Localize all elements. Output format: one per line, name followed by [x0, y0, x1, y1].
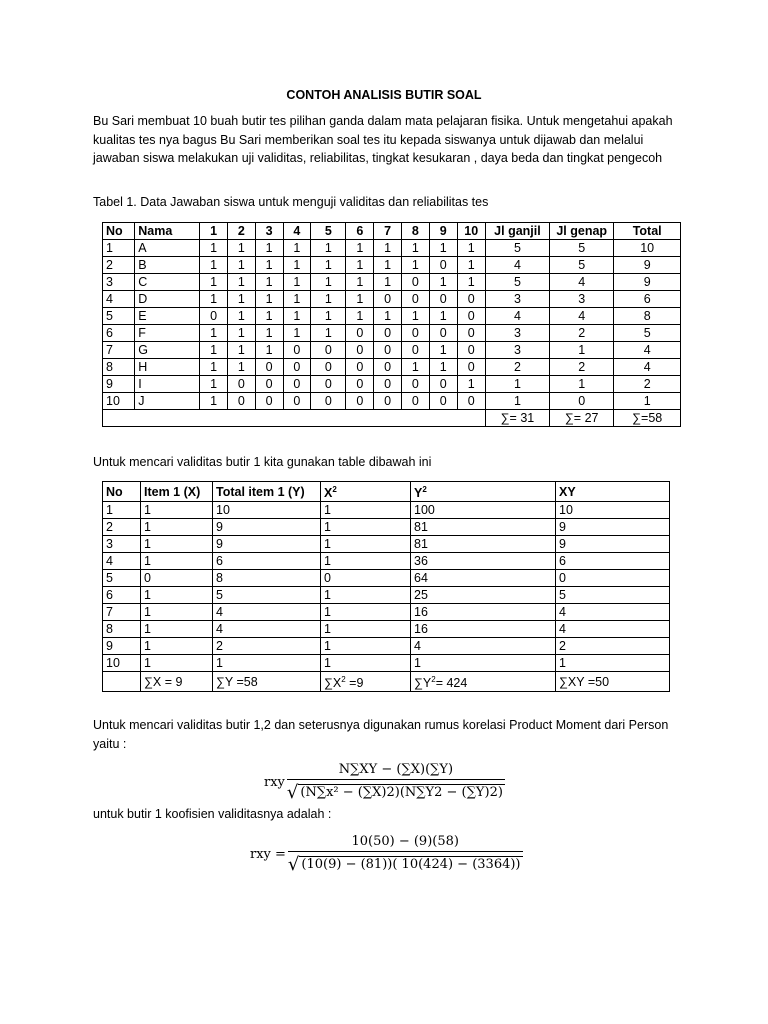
table-cell: 1 [213, 655, 321, 672]
item1-coefficient-formula [250, 834, 523, 875]
table-cell: 1 [321, 621, 411, 638]
table-cell: 4 [213, 604, 321, 621]
table-cell: 9 [556, 519, 670, 536]
t1-header-cell: 6 [346, 223, 374, 240]
table-cell: 100 [411, 502, 556, 519]
table-cell: 1 [255, 274, 283, 291]
table-cell: 10 [556, 502, 670, 519]
table-cell: 9 [103, 376, 135, 393]
table-cell: 1 [227, 308, 255, 325]
table-cell: 0 [227, 376, 255, 393]
table-cell: 1 [485, 393, 549, 410]
table-cell: 1 [321, 553, 411, 570]
table-cell: 16 [411, 621, 556, 638]
table-cell: 9 [614, 274, 681, 291]
table-cell: 0 [311, 359, 346, 376]
table-cell: 0 [311, 393, 346, 410]
t1-header-cell: 7 [374, 223, 402, 240]
sum-blank [103, 672, 141, 692]
table-cell: 1 [103, 240, 135, 257]
t1-header-cell: 2 [227, 223, 255, 240]
table-cell: 1 [141, 655, 213, 672]
table-cell: 5 [549, 257, 613, 274]
table-cell: 0 [227, 393, 255, 410]
sqrt-icon: √ [287, 854, 300, 875]
table-cell: 2 [485, 359, 549, 376]
table-cell: 6 [103, 587, 141, 604]
table-cell: D [135, 291, 200, 308]
table-cell: 1 [549, 342, 613, 359]
table-cell: 1 [103, 502, 141, 519]
table-cell: 1 [374, 240, 402, 257]
t1-header-cell: 3 [255, 223, 283, 240]
table-cell: 0 [346, 325, 374, 342]
table-cell: 1 [374, 257, 402, 274]
t1-header-cell: No [103, 223, 135, 240]
col-xy: XY [556, 482, 670, 502]
table1-sum-cell: ∑= 31 [485, 410, 549, 427]
table-cell: 0 [311, 376, 346, 393]
validity-table-header [103, 482, 670, 502]
table-row [103, 502, 670, 519]
table-cell: H [135, 359, 200, 376]
table-cell: 1 [429, 342, 457, 359]
table-cell: 6 [103, 325, 135, 342]
table-cell: 0 [402, 393, 430, 410]
t1-header-cell: 8 [402, 223, 430, 240]
table-cell: 1 [283, 325, 311, 342]
table-cell: 0 [402, 325, 430, 342]
table-cell: 4 [614, 359, 681, 376]
answers-table [102, 222, 681, 427]
table-cell: 1 [321, 519, 411, 536]
table-cell: 2 [549, 325, 613, 342]
table-cell: 0 [283, 376, 311, 393]
table-cell: 0 [429, 291, 457, 308]
formula-intro: Untuk mencari validitas butir 1,2 dan seterusnya digunakan rumus korelasi Product Moment dari Person yaitu : [93, 718, 669, 751]
table-cell: 1 [321, 502, 411, 519]
formula2-numerator: 10(50) − (9)(58) [351, 834, 459, 849]
table-row [103, 553, 670, 570]
table-cell: 3 [485, 291, 549, 308]
col-x-squared: $X^2$ [321, 482, 411, 502]
table-cell: 5 [485, 240, 549, 257]
table-cell: 1 [200, 393, 228, 410]
table-cell: 0 [255, 359, 283, 376]
table-row [103, 274, 681, 291]
table-row [103, 393, 681, 410]
table-cell: 9 [556, 536, 670, 553]
table-row [103, 342, 681, 359]
table-cell: 0 [402, 342, 430, 359]
table-cell: 1 [200, 359, 228, 376]
table-cell: 7 [103, 604, 141, 621]
table-cell: 9 [213, 536, 321, 553]
table-cell: 0 [255, 393, 283, 410]
table-cell: 2 [549, 359, 613, 376]
table-cell: 1 [321, 604, 411, 621]
table-cell: 10 [103, 393, 135, 410]
table-cell: 1 [346, 240, 374, 257]
table-cell: 0 [429, 393, 457, 410]
table-cell: 1 [457, 376, 485, 393]
table-cell: 1 [200, 291, 228, 308]
table-cell: 1 [255, 240, 283, 257]
table1-caption: Tabel 1. Data Jawaban siswa untuk menguji validitas dan reliabilitas tes [93, 195, 489, 209]
table-cell: 1 [311, 274, 346, 291]
table-cell: 3 [485, 342, 549, 359]
table-cell: 1 [556, 655, 670, 672]
t1-header-cell: Nama [135, 223, 200, 240]
validity-item1-table [102, 481, 670, 692]
table-cell: 9 [213, 519, 321, 536]
table-cell: 0 [457, 325, 485, 342]
sum-x-squared: $\sum X^2 =9$ [321, 672, 411, 692]
table-cell: 1 [200, 257, 228, 274]
table-cell: 1 [429, 240, 457, 257]
table-cell: 1 [429, 274, 457, 291]
sum-y: ∑Y =58 [213, 672, 321, 692]
table-cell: 1 [227, 342, 255, 359]
table-cell: 4 [411, 638, 556, 655]
table1-sum-cell: ∑=58 [614, 410, 681, 427]
sum-y-squared: $\sum Y^2= 424$ [411, 672, 556, 692]
table-cell: 8 [614, 308, 681, 325]
formula1-numerator: N∑XY − (∑X)(∑Y) [338, 762, 454, 777]
formula2-denominator: √ (10(9) − (81))( 10(424) − (3364)) [288, 851, 523, 875]
table-cell: 1 [255, 325, 283, 342]
table-cell: 1 [141, 536, 213, 553]
table-cell: 1 [321, 536, 411, 553]
table-row [103, 604, 670, 621]
col-total-y: Total item 1 (Y) [213, 482, 321, 502]
table-cell: 9 [103, 638, 141, 655]
table-cell: 0 [321, 570, 411, 587]
table-cell: 1 [141, 502, 213, 519]
t1-header-cell: 1 [200, 223, 228, 240]
table-cell: 1 [255, 308, 283, 325]
table-cell: 1 [311, 240, 346, 257]
table-cell: 1 [227, 325, 255, 342]
table-cell: 1 [402, 359, 430, 376]
t1-header-cell: Jl ganjil [485, 223, 549, 240]
table-cell: 0 [402, 274, 430, 291]
sum-xy: ∑XY =50 [556, 672, 670, 692]
table-cell: 0 [457, 393, 485, 410]
table-cell: 4 [614, 342, 681, 359]
table-row [103, 376, 681, 393]
table-cell: 1 [141, 519, 213, 536]
table-cell: 0 [429, 257, 457, 274]
table-cell: 0 [346, 342, 374, 359]
table-cell: 2 [213, 638, 321, 655]
table-cell: 1 [311, 308, 346, 325]
table-cell: 1 [255, 342, 283, 359]
table-cell: 2 [614, 376, 681, 393]
table-cell: 0 [346, 393, 374, 410]
table-cell: 1 [457, 274, 485, 291]
table-cell: 1 [227, 359, 255, 376]
formula2-lhs: rxy = [250, 847, 286, 862]
table-cell: 1 [283, 257, 311, 274]
table-cell: 1 [255, 291, 283, 308]
table-cell: 0 [200, 308, 228, 325]
t1-header-cell: 10 [457, 223, 485, 240]
table-cell: J [135, 393, 200, 410]
table-cell: 0 [311, 342, 346, 359]
table-row [103, 655, 670, 672]
table-cell: F [135, 325, 200, 342]
table-row [103, 325, 681, 342]
table-cell: 0 [457, 342, 485, 359]
table-cell: 1 [311, 257, 346, 274]
table-cell: 8 [213, 570, 321, 587]
table-cell: 1 [321, 638, 411, 655]
table-cell: 1 [141, 638, 213, 655]
table-cell: 81 [411, 536, 556, 553]
table-cell: 36 [411, 553, 556, 570]
table-row [103, 308, 681, 325]
table-cell: 1 [227, 257, 255, 274]
table1-sum-row [103, 410, 681, 427]
t1-header-cell: 4 [283, 223, 311, 240]
table-cell: 1 [374, 274, 402, 291]
table-cell: 4 [556, 621, 670, 638]
table-cell: 1 [411, 655, 556, 672]
table-cell: 0 [141, 570, 213, 587]
table-cell: 8 [103, 621, 141, 638]
table-cell: 0 [457, 359, 485, 376]
table-row [103, 621, 670, 638]
table-cell: 0 [346, 376, 374, 393]
table-cell: 1 [283, 291, 311, 308]
table-row [103, 291, 681, 308]
table-cell: 3 [103, 274, 135, 291]
table-cell: 1 [227, 291, 255, 308]
table-cell: 1 [457, 240, 485, 257]
table-cell: 0 [457, 308, 485, 325]
table-cell: 1 [321, 587, 411, 604]
table-cell: 4 [103, 291, 135, 308]
validity-sum-row [103, 672, 670, 692]
table-cell: 64 [411, 570, 556, 587]
table-cell: 16 [411, 604, 556, 621]
table-row [103, 519, 670, 536]
table-cell: 5 [614, 325, 681, 342]
formula1-denominator: √ (N∑x² − (∑X)2)(N∑Y2 − (∑Y)2) [287, 779, 505, 803]
table-cell: 4 [103, 553, 141, 570]
table-cell: 0 [402, 291, 430, 308]
table-cell: 3 [549, 291, 613, 308]
table1-sum-cell: ∑= 27 [549, 410, 613, 427]
table-cell: 1 [200, 240, 228, 257]
table-cell: I [135, 376, 200, 393]
document-title: CONTOH ANALISIS BUTIR SOAL [286, 88, 482, 102]
table-cell: 1 [200, 376, 228, 393]
formula1-fraction [287, 762, 505, 803]
table-cell: 5 [103, 308, 135, 325]
table-cell: 3 [103, 536, 141, 553]
table-cell: 81 [411, 519, 556, 536]
table-cell: 4 [549, 274, 613, 291]
table-cell: 1 [346, 308, 374, 325]
sqrt-icon: √ [286, 782, 299, 803]
table-cell: 3 [485, 325, 549, 342]
table-cell: 4 [556, 604, 670, 621]
table-cell: 1 [227, 274, 255, 291]
table-cell: 6 [213, 553, 321, 570]
table-cell: A [135, 240, 200, 257]
table-cell: 1 [283, 308, 311, 325]
table-cell: 9 [614, 257, 681, 274]
table-cell: 8 [103, 359, 135, 376]
sum-blank [103, 410, 486, 427]
table-row [103, 536, 670, 553]
table-cell: 2 [103, 519, 141, 536]
table-cell: 5 [213, 587, 321, 604]
table-cell: 1 [402, 308, 430, 325]
table-row [103, 257, 681, 274]
table-cell: 1 [402, 257, 430, 274]
table-cell: 0 [457, 291, 485, 308]
col-y-squared: $Y^2$ [411, 482, 556, 502]
table-cell: 1 [227, 240, 255, 257]
table-cell: 1 [255, 257, 283, 274]
formula1-lhs: rxy [264, 775, 285, 790]
table-cell: 0 [255, 376, 283, 393]
table-cell: 2 [556, 638, 670, 655]
table-cell: 1 [283, 274, 311, 291]
table-cell: 0 [374, 325, 402, 342]
table-row [103, 570, 670, 587]
table-cell: 1 [321, 655, 411, 672]
table-cell: 1 [374, 308, 402, 325]
table-cell: C [135, 274, 200, 291]
table-cell: 1 [346, 274, 374, 291]
table-cell: 1 [485, 376, 549, 393]
table-cell: 1 [311, 325, 346, 342]
intro-text: Bu Sari membuat 10 buah butir tes pilihan ganda dalam mata pelajaran fisika. Untuk mengetahui apakah kualitas tes nya bagus Bu Sari memberikan soal tes itu kepada siswanya untuk dijawab dan melalui jawaban siswa melakukan uji validitas, reliabilitas, tingkat kesukaran , daya beda dan tingkat pengecoh [93, 114, 673, 165]
table-cell: 1 [200, 274, 228, 291]
table-cell: 1 [402, 240, 430, 257]
table-cell: 6 [614, 291, 681, 308]
table-cell: 0 [283, 342, 311, 359]
table-cell: 0 [429, 376, 457, 393]
table-cell: 25 [411, 587, 556, 604]
table-cell: 1 [283, 240, 311, 257]
table-cell: 1 [311, 291, 346, 308]
t1-header-cell: Jl genap [549, 223, 613, 240]
table-cell: 1 [614, 393, 681, 410]
table-cell: 10 [614, 240, 681, 257]
table-cell: 4 [485, 308, 549, 325]
table-cell: 1 [346, 257, 374, 274]
table-row [103, 587, 670, 604]
validity-intro: Untuk mencari validitas butir 1 kita gunakan table dibawah ini [93, 455, 432, 469]
table-cell: 0 [346, 359, 374, 376]
table-cell: 0 [374, 393, 402, 410]
t1-header-cell: 5 [311, 223, 346, 240]
table-cell: 4 [485, 257, 549, 274]
table-cell: 0 [402, 376, 430, 393]
table-cell: 1 [200, 325, 228, 342]
table-cell: 0 [283, 359, 311, 376]
table-cell: 4 [549, 308, 613, 325]
table-cell: 0 [429, 325, 457, 342]
product-moment-formula [264, 762, 505, 803]
answers-table-header [103, 223, 681, 240]
table-cell: 0 [374, 342, 402, 359]
t1-header-cell: 9 [429, 223, 457, 240]
table-cell: 1 [429, 359, 457, 376]
table-row [103, 359, 681, 376]
table-cell: 0 [374, 291, 402, 308]
table-cell: 5 [556, 587, 670, 604]
table-cell: 7 [103, 342, 135, 359]
table-cell: 0 [283, 393, 311, 410]
table-cell: 6 [556, 553, 670, 570]
intro-paragraph [93, 112, 683, 168]
col-no: No [103, 482, 141, 502]
table-cell: 0 [374, 359, 402, 376]
table-cell: 1 [346, 291, 374, 308]
table-row [103, 638, 670, 655]
table-cell: 5 [485, 274, 549, 291]
table-cell: 0 [374, 376, 402, 393]
table-cell: 1 [549, 376, 613, 393]
table-cell: 1 [141, 604, 213, 621]
table-cell: 1 [141, 587, 213, 604]
t1-header-cell: Total [614, 223, 681, 240]
table-cell: 10 [213, 502, 321, 519]
table-cell: 0 [549, 393, 613, 410]
table-cell: 2 [103, 257, 135, 274]
table-cell: E [135, 308, 200, 325]
table-cell: 0 [556, 570, 670, 587]
table-cell: 1 [200, 342, 228, 359]
col-item1-x: Item 1 (X) [141, 482, 213, 502]
table-cell: B [135, 257, 200, 274]
sum-x: ∑X = 9 [141, 672, 213, 692]
table-cell: 1 [429, 308, 457, 325]
table-row [103, 240, 681, 257]
table-cell: 5 [103, 570, 141, 587]
table-cell: 1 [141, 553, 213, 570]
table-cell: 1 [457, 257, 485, 274]
formula2-fraction [288, 834, 523, 875]
table-cell: G [135, 342, 200, 359]
item1-coefficient-intro: untuk butir 1 koofisien validitasnya adalah : [93, 807, 332, 821]
table-cell: 1 [141, 621, 213, 638]
table-cell: 5 [549, 240, 613, 257]
table-cell: 10 [103, 655, 141, 672]
table-cell: 4 [213, 621, 321, 638]
